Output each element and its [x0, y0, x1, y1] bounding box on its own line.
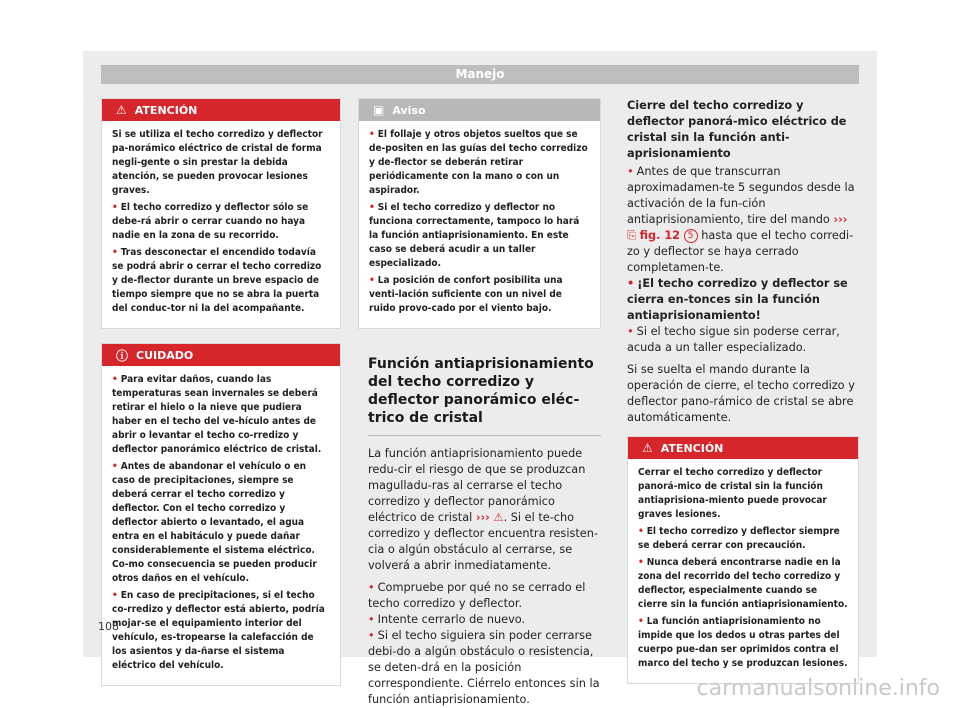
section-divider: [368, 435, 601, 436]
callout-number: 5: [684, 229, 698, 243]
list-item: • El follaje y otros objetos sueltos que se de-positen en las guías del techo corredizo y de-flector se deberán retirar periódicamente con la mano o con un aspirador.: [369, 129, 588, 196]
list-item: • Si el techo siguiera sin poder cerrarse debi-do a algún obstáculo o resistencia, se deten-drá en la posición correspondiente. Ciérrelo entonces sin la función antiaprisionamiento.: [368, 629, 600, 706]
list-item: • La posición de confort posibilita una venti-lación suficiente con un nivel de ruido provo-cado por el viento bajo.: [369, 275, 563, 314]
book-icon: ⎘: [627, 229, 637, 242]
list-item: • ¡El techo corredizo y deflector se cierra en-tonces sin la función antiaprisionamiento!: [627, 277, 848, 322]
body-paragraph: La función antiaprisionamiento puede redu-cir el riesgo de que se produzcan magulladu-ras al cerrarse el techo corredizo y deflector panorámico eléctrico de cristal ››› ⚠. Si el te-cho corredizo y deflector encuentra resisten-cia o algún obstáculo al cerrarse, se volverá a abrir inmediatamente.: [368, 447, 598, 572]
list-item: • El techo corredizo y deflector sólo se debe-rá abrir o cerrar cuando no haya nadie en la zona de su recorrido.: [112, 202, 309, 241]
warning-intro: Si se utiliza el techo corredizo y deflector pa-norámico eléctrico de cristal de forma negli-gente o sin prestar la debida atención, se pueden provocar lesiones graves.: [112, 129, 323, 196]
section-title: Función antiaprisionamiento del techo corredizo y deflector panorámico eléc-trico de cristal: [368, 356, 594, 426]
note-body: [359, 121, 600, 328]
list-item: • La función antiaprisionamiento no impide que los dedos u otras partes del cuerpo pue-dan ser oprimidos contra el marco del techo y se produzcan lesiones.: [638, 616, 848, 669]
list-item: • Compruebe por qué no se cerrado el techo corredizo y deflector.: [368, 581, 586, 610]
warning-triangle-icon: ⚠: [116, 103, 127, 117]
warning-box: [627, 436, 859, 684]
warning-box: [101, 98, 341, 329]
warning-header: [102, 99, 340, 121]
note-box: [358, 98, 601, 329]
column-3: [617, 98, 859, 684]
list-item: • Antes de que transcurran aproximadamen-te 5 segundos desde la activación de la fun-ción antiaprisionamiento, tire del mando ››› ⎘ fig. 12 5 hasta que el techo corredi-zo y deflector se haya cerrado completamen-te.: [627, 165, 855, 274]
info-circle-icon: ⓘ: [116, 348, 129, 363]
cross-ref-arrow[interactable]: ›››: [833, 213, 848, 226]
warning-triangle-icon: ⚠: [493, 511, 504, 524]
list-item: • Si el techo sigue sin poderse cerrar, acuda a un taller especializado.: [627, 325, 840, 354]
warning-triangle-icon: ⚠: [642, 441, 653, 455]
warning-title: ATENCIÓN: [660, 441, 724, 455]
warning-intro: Cerrar el techo corredizo y deflector panorá-mico de cristal sin la función antiaprisiona-miento puede provocar graves lesiones.: [638, 467, 827, 520]
list-item: • El techo corredizo y deflector siempre se deberá cerrar con precaución.: [638, 526, 840, 551]
caution-body: [102, 366, 340, 685]
figure-link[interactable]: fig. 12: [639, 229, 681, 242]
warning-body: [628, 459, 858, 683]
section: [358, 355, 601, 708]
section-heading: Cierre del techo corredizo y deflector panorá-mico eléctrico de cristal sin la función anti-aprisionamiento: [627, 99, 847, 160]
column-1: [101, 98, 341, 686]
list-item: • En caso de precipitaciones, si el techo co-rredizo y deflector está abierto, podría mojar-se el equipamiento interior del vehículo, es-tropearse la calefacción de los asientos y da-ñarse el sistema eléctrico del vehículo.: [112, 590, 325, 671]
warning-header: [628, 437, 858, 459]
page-number: 108: [98, 620, 119, 633]
caution-title: CUIDADO: [136, 348, 194, 362]
list-item: • Tras desconectar el encendido todavía se podrá abrir o cerrar el techo corredizo y de-flector durante un breve espacio de tiempo siempre que no se abra la puerta del conduc-tor ni la del acompañante.: [112, 247, 322, 314]
list-item: • Si el techo corredizo y deflector no funciona correctamente, tampoco lo hará la función antiaprisionamiento. En este caso se deberá acudir a un taller especializado.: [369, 202, 580, 269]
watermark: carmanualsonline.info: [696, 676, 940, 701]
caution-box: [101, 343, 341, 686]
column-2: [358, 98, 601, 708]
note-icon: ▣: [373, 103, 385, 117]
page-header: Manejo: [101, 65, 859, 84]
note-title: Aviso: [392, 103, 426, 117]
warning-body: [102, 121, 340, 328]
cross-ref-arrow[interactable]: ›››: [475, 511, 490, 524]
warning-title: ATENCIÓN: [134, 103, 198, 117]
note-header: [359, 99, 600, 121]
list-item: • Para evitar daños, cuando las temperaturas sean invernales se deberá retirar el hielo o la nieve que pudiera haber en el techo del ve-hículo antes de abrir o levantar el techo co-rredizo y deflector panorámico eléctrico de cristal.: [112, 374, 322, 455]
list-item: • Nunca deberá encontrarse nadie en la zona del recorrido del techo corredizo y deflector, especialmente cuando se cierre sin la función antiaprisionamiento.: [638, 557, 848, 610]
caution-header: [102, 344, 340, 366]
body-paragraph: Si se suelta el mando durante la operación de cierre, el techo corredizo y deflector pano-rámico de cristal se abre automáticamente.: [627, 363, 855, 424]
list-item: • Antes de abandonar el vehículo o en caso de precipitaciones, siempre se deberá cerrar el techo corredizo y deflector. Con el techo corredizo y deflector abierto o levantado, el agua entra en el habitáculo y puede dañar considerablemente el sistema eléctrico. Co-mo consecuencia se pueden producir otros daños en el vehículo.: [112, 461, 317, 584]
list-item: • Intente cerrarlo de nuevo.: [368, 613, 526, 626]
